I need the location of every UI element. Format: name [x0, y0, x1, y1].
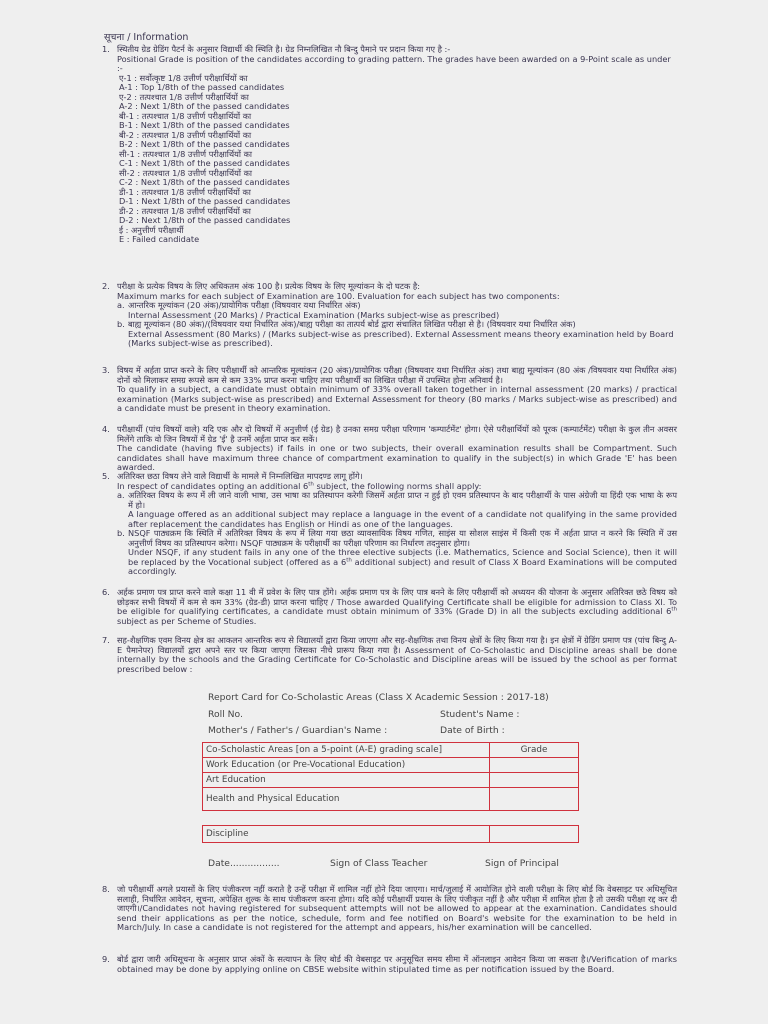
text-part: additional subject) and result of Class X Board Examinations will be computed accordingly. — [128, 556, 677, 577]
report-card-title: Report Card for Co-Scholastic Areas (Class X Academic Session : 2017-18) — [208, 692, 549, 703]
grade-line: ई : अनुत्तीर्ण परीक्षार्थी — [119, 224, 184, 235]
grade-line: A-1 : Top 1/8th of the passed candidates — [119, 82, 285, 93]
grade-line: सी-1 : तत्पश्चात 1/8 उत्तीर्ण परीक्षार्थियों का — [119, 148, 253, 159]
grade-line: ए-2 : तत्पश्चात 1/8 उत्तीर्ण परीक्षार्थियों का — [119, 91, 249, 102]
text-part: In respect of candidates opting an additional 6 — [117, 480, 309, 491]
parent-name-label: Mother's / Father's / Guardian's Name : — [208, 725, 388, 736]
grade-line: C-1 : Next 1/8th of the passed candidates — [119, 158, 290, 169]
sub-hindi: बाह्य मूल्यांकन (80 अंक)/(विषयवार यथा निर्धारित अंक)/बाह्य परीक्षा का तात्पर्य बोर्ड द्वारा संचालित लिखित परीक्षा से है। (विषयवार यथा निर्धारित अंक) — [128, 319, 576, 330]
sub-label: b. — [117, 528, 125, 539]
item-2-english: Maximum marks for each subject of Examination are 100. Evaluation for each subject has two components: — [117, 290, 560, 301]
info-item-9 — [102, 955, 677, 974]
item-number: 7. — [102, 635, 110, 645]
co-scholastic-table — [202, 742, 579, 811]
text-part: Under NSQF, if any student fails in any one of the three elective subjects (i.e. Mathematics, Science and Social Science), then it will be replaced by the Vocational subject (offered as a 6 — [128, 547, 677, 567]
header-grade: Grade — [490, 743, 579, 758]
item-number: 9. — [102, 954, 110, 964]
text-part: subject, the following norms shall apply: — [313, 480, 482, 491]
info-item-8 — [102, 885, 677, 933]
grade-line: A-2 : Next 1/8th of the passed candidates — [119, 101, 290, 112]
grade-line: D-1 : Next 1/8th of the passed candidates — [119, 196, 291, 207]
item-7-hindi: सह-शैक्षणिक एवम विनय क्षेत्र का आकलन आन्तरिक रूप से विद्यालयों द्वारा किया जाएगा और सह-शैक्षणिक तथा विनय क्षेत्रों के लिए किया गया है। इन क्षेत्रों में ग्रेडिंग प्रमाण पत्र (पांच बिन्दु A-E पैमानेपर) विद्यालयों द्वारा अपने स्तर पर किया जाएगा जिसका नीचे प्रारूप किया गया है। — [117, 635, 677, 655]
sub-label: a. — [117, 300, 125, 311]
info-item-1 — [102, 45, 677, 245]
principal-signature: Sign of Principal — [485, 858, 559, 869]
item-8-hindi: जो परीक्षार्थी अगले प्रयासों के लिए पंजीकरण नहीं कराते है उन्हें परीक्षा में शामिल नहीं होने दिया जाएगा। मार्च/जुलाई में आयोजित होने वाली परीक्षा के लिए बोर्ड कि वेबसाइट पर अधिसूचित सलाही, निर्धारित आवेदन, सूचना, अपेक्षित शुल्क के साथ पंजीकरण करना होगा। यदि कोई परीक्षार्थी प्रयास के लिए पंजीकृत नहीं है और परीक्षा में शामिल होता है तो उसकी परीक्षा रद्द कर दी जाएगी। — [117, 884, 677, 914]
grade-line: B-2 : Next 1/8th of the passed candidates — [119, 139, 290, 150]
table-row — [203, 826, 579, 843]
sub-item-a — [117, 301, 677, 320]
date-field: Date................. — [208, 858, 280, 869]
sub-hindi: NSQF पाठ्यक्रम कि स्थिति में अतिरिक्त विषय के रूप में लिया गया छठा व्यावसायिक विषय गणित, साइंस या सोशल साइंस में किसी एक में अर्हता प्राप्त न करने कि स्थिति में उस अनुत्तीर्ण विषय का प्रतिस्थापन करेगा। NSQF पाठ्यक्रम के परीक्षार्थी का परीक्षा परिणाम का निर्धारण तदनुसार होगा। — [128, 528, 677, 548]
sub-label: a. — [117, 490, 125, 501]
item-6-english: Those awarded Qualifying Certificate shall be eligible for admission to Class XI. To be eligible for qualifying certificates, a candidate must obtain minimum of 33% (Grade D) in all the subjects excluding additional 6 — [117, 596, 677, 617]
table-header-row — [203, 743, 579, 758]
item-3-hindi: विषय में अर्हता प्राप्त करने के लिए परीक्षार्थी को आन्तरिक मूल्यांकन (20 अंक)/प्रायोगिक परीक्षा (विषयवार यथा निर्धारित अंक) तथा बाह्य मूल्यांकन (80 अंक /विषयवार यथा निर्धारित अंक) दोनों को मिलाकर समग्र रूपसे कम से कम 33% प्राप्त करना चाहिए तथा परीक्षार्थी का लिखित परीक्षा में उपस्थित होना अनिवार्य है। — [117, 365, 677, 385]
item-3-english: To qualify in a subject, a candidate must obtain minimum of 33% overall taken together in internal assessment (20 marks) / practical examination (Marks subject-wise as prescribed) and External Assessment for theory (80 marks / Marks subject-wise as prescribed) and a candidate must be present in theory examination. — [117, 384, 677, 414]
sub-english — [128, 548, 677, 577]
grade-list — [117, 74, 677, 245]
sub-label: b. — [117, 319, 125, 330]
item-8-english: /Candidates not having registered for subsequent attempts will not be allowed to appear at the examination. Candidates should send their applications as per the notice, schedule, form and fee notified on Board's website for the examination to be held in March/July. In case a candidate is not registered for the attempt and appears, his/her examination will be cancelled. — [117, 903, 677, 933]
sub-hindi: आन्तरिक मूल्यांकन (20 अंक)/प्रायोगिक परीक्षा (विषयवार यथा निर्धारित अंक) — [128, 300, 361, 311]
info-item-5 — [102, 472, 677, 577]
sub-item-b — [117, 529, 677, 577]
grade-line: ए-1 : सर्वोत्कृष्ट 1/8 उत्तीर्ण परीक्षार्थियों का — [119, 72, 248, 83]
sub-item-b — [117, 320, 677, 349]
table-row — [203, 758, 579, 773]
item-number: 4. — [102, 424, 110, 434]
area-name: Health and Physical Education — [203, 788, 490, 811]
header-area: Co-Scholastic Areas [on a 5-point (A-E) grading scale] — [203, 743, 490, 758]
student-name-label: Student's Name : — [440, 709, 520, 720]
page-title: सूचना / Information — [104, 32, 189, 43]
info-item-6 — [102, 588, 677, 626]
item-4-english: The candidate (having five subjects) if fails in one or two subjects, their overall examination results shall be Compartment. Such candidates shall have maximum three chance of compartment examination to qualify in the subject(s) in which Grade 'E' has been awarded. — [117, 443, 677, 473]
sub-english: Internal Assessment (20 Marks) / Practical Examination (Marks subject-wise as prescribed) — [128, 309, 500, 320]
item-number: 6. — [102, 587, 110, 597]
info-item-3 — [102, 366, 677, 414]
item-9-english: /Verification of marks obtained may be done by applying online on CBSE website within stipulated time as per notification issued by the Board. — [117, 954, 677, 974]
grade-line: बी-1 : तत्पश्चात 1/8 उत्तीर्ण परीक्षार्थियों का — [119, 110, 252, 121]
text-part: subject as per Scheme of Studies. — [117, 615, 257, 626]
item-5-hindi: अतिरिक्त छठा विषय लेने वाले विद्यार्थी के मामले में निम्नलिखित मापदण्ड लागू होंगे। — [117, 471, 363, 481]
item-9-hindi: बोर्ड द्वारा जारी अधिसूचना के अनुसार प्राप्त अंकों के सत्यापन के लिए बोर्ड की वेबसाइट पर अनुसूचित समय सीमा में ऑनलाइन आवेदन किया जा सकता है। — [117, 954, 589, 964]
item-1-english: Positional Grade is position of the candidates according to grading pattern. The grades have been awarded on a 9-Point scale as under :- — [117, 53, 671, 74]
item-7-english: Assessment of Co-Scholastic and Discipline areas shall be done internally by the schools and the Grading Certificate for Co-Scholastic and Discipline areas will be issued by the school as per format prescribed below : — [117, 644, 677, 674]
superscript: th — [671, 606, 677, 613]
area-name: Work Education (or Pre-Vocational Education) — [203, 758, 490, 773]
grade-cell — [490, 788, 579, 811]
item-number: 1. — [102, 44, 110, 54]
item-number: 2. — [102, 281, 110, 291]
grade-line: डी-1 : तत्पश्चात 1/8 उत्तीर्ण परीक्षार्थियों का — [119, 186, 251, 197]
discipline-table — [202, 825, 579, 843]
sub-item-a — [117, 491, 677, 529]
sub-english: A language offered as an additional subject may replace a language in the event of a candidate not qualifying in the same provided after replacement the candidates has English or Hindi as one of the languages. — [128, 509, 677, 529]
class-teacher-signature: Sign of Class Teacher — [330, 858, 428, 869]
sub-english: External Assessment (80 Marks) / (Marks subject-wise as prescribed). External Assessment means theory examination held by Board (Marks subject-wise as prescribed). — [128, 328, 674, 349]
discipline-label: Discipline — [203, 826, 490, 843]
grade-cell — [490, 826, 579, 843]
grade-line: बी-2 : तत्पश्चात 1/8 उत्तीर्ण परीक्षार्थियों का — [119, 129, 252, 140]
superscript: th — [308, 480, 314, 487]
grade-line: C-2 : Next 1/8th of the passed candidates — [119, 177, 290, 188]
info-item-7 — [102, 636, 677, 674]
grade-line: D-2 : Next 1/8th of the passed candidates — [119, 215, 291, 226]
roll-number-label: Roll No. — [208, 709, 243, 720]
table-row — [203, 773, 579, 788]
item-number: 3. — [102, 365, 110, 375]
item-1-hindi: स्थितीय ग्रेड ग्रेडिंग पैटर्न के अनुसार विद्यार्थी की स्थिति है। ग्रेड निम्नलिखित नौ बिन्दु पैमाने पर प्रदान किया गए है :- — [117, 44, 451, 54]
grade-line: डी-2 : तत्पश्चात 1/8 उत्तीर्ण परीक्षार्थियों का — [119, 205, 251, 216]
grade-cell — [490, 773, 579, 788]
date-of-birth-label: Date of Birth : — [440, 725, 505, 736]
table-row — [203, 788, 579, 811]
item-6-hindi: अर्हक प्रमाण पत्र प्राप्त करने वाले कक्षा 11 वी में प्रवेश के लिए पात्र होंगे। अर्हक प्रमाण पत्र के लिए पात्र बनने के लिए परीक्षार्थी को अध्ययन की योजना के अनुसार अतिरिक्त छठे विषय को छोड़कर सभी विषयों में कम से कम 33% (ग्रेड-डी) प्राप्त करना चाहिए / — [117, 587, 677, 607]
item-number: 5. — [102, 471, 110, 481]
sub-hindi: अतिरिक्त विषय के रूप में ली जाने वाली भाषा, उस भाषा का प्रतिस्थापन करेगी जिसमें अर्हता प्राप्त न हुई हो एवम प्रतिस्थापन के बाद परीक्षार्थी के पास अंग्रेजी या हिंदी एक भाषा के रूप में हो। — [128, 490, 677, 510]
area-name: Art Education — [203, 773, 490, 788]
item-4-hindi: परीक्षार्थी (पांच विषयों वाले) यदि एक और दो विषयों में अनुत्तीर्ण (ई ग्रेड) है उनका समग्र परीक्षा परिणाम 'कम्पार्टमेंट' होगा। ऐसे परीक्षार्थियों को पूरक (कम्पार्टमेंट) परीक्षा के कुल तीन अवसर मिलेंगे ताकि वो जिन विषयों में ग्रेड 'ई' है उनमें अर्हता प्राप्त कर सकें। — [117, 424, 677, 444]
grade-cell — [490, 758, 579, 773]
grade-line: B-1 : Next 1/8th of the passed candidates — [119, 120, 290, 131]
grade-line: सी-2 : तत्पश्चात 1/8 उत्तीर्ण परीक्षार्थियों का — [119, 167, 253, 178]
item-2-hindi: परीक्षा के प्रत्येक विषय के लिए अधिकतम अंक 100 है। प्रत्येक विषय के लिए मूल्यांकन के दो घटक है: — [117, 281, 421, 291]
item-number: 8. — [102, 884, 110, 894]
grade-line: E : Failed candidate — [119, 234, 200, 245]
info-item-2 — [102, 282, 677, 349]
info-item-4 — [102, 425, 677, 473]
superscript: th — [346, 556, 352, 563]
